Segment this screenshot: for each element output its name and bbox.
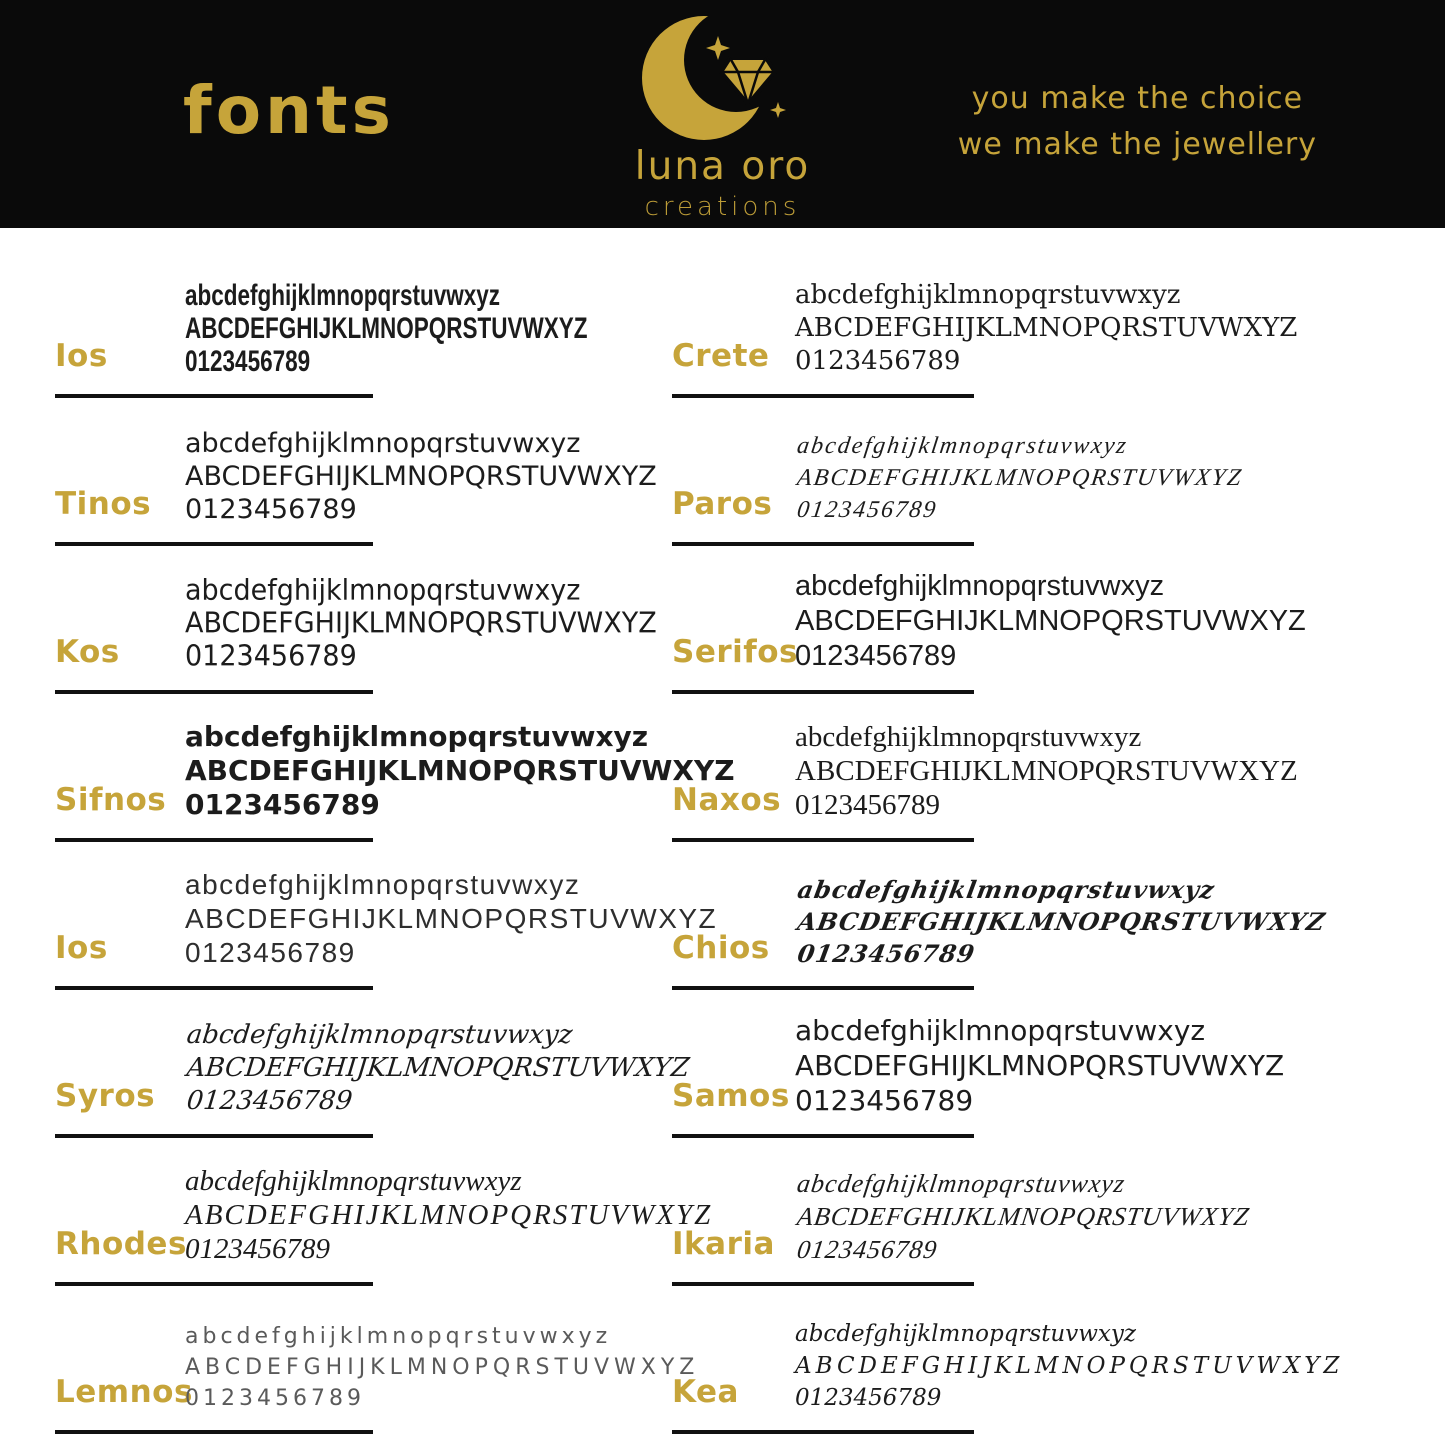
sample-uppercase: ABCDEFGHIJKLMNOPQRSTUVWXYZ: [185, 312, 588, 345]
font-sample: [185, 868, 717, 996]
sample-lowercase: abcdefghijklmnopqrstuvwxyz: [795, 570, 1165, 602]
font-row: [672, 552, 1435, 700]
sample-digits: 0123456789: [185, 1233, 330, 1265]
sample-uppercase: ABCDEFGHIJKLMNOPQRSTUVWXYZ: [795, 907, 1328, 936]
sample-uppercase: ABCDEFGHIJKLMNOPQRSTUVWXYZ: [185, 461, 657, 492]
row-underline: [672, 690, 974, 694]
font-row: [672, 1292, 1435, 1440]
row-underline: [55, 690, 373, 694]
page-title: fonts: [183, 72, 395, 149]
font-row: [55, 552, 672, 700]
sample-uppercase: ABCDEFGHIJKLMNOPQRSTUVWXYZ: [795, 755, 1298, 787]
brand-logo: [573, 10, 873, 222]
sample-lowercase: abcdefghijklmnopqrstuvwxyz: [185, 1165, 522, 1197]
sample-uppercase: ABCDEFGHIJKLMNOPQRSTUVWXYZ: [185, 1199, 713, 1231]
row-underline: [55, 1430, 373, 1434]
sample-digits: 0123456789: [185, 345, 311, 378]
sample-uppercase: ABCDEFGHIJKLMNOPQRSTUVWXYZ: [795, 1202, 1252, 1231]
header-banner: [0, 0, 1445, 228]
sample-uppercase: ABCDEFGHIJKLMNOPQRSTUVWXYZ: [185, 607, 657, 640]
row-underline: [55, 1282, 373, 1286]
sample-lowercase: abcdefghijklmnopqrstuvwxyz: [795, 280, 1181, 310]
row-underline: [55, 838, 373, 842]
font-name-label: Ios: [55, 930, 108, 966]
tagline-line-2: we make the jewellery: [957, 127, 1317, 162]
font-name-label: Samos: [672, 1078, 790, 1114]
row-underline: [55, 542, 373, 546]
font-name-label: Naxos: [672, 782, 782, 818]
sample-lowercase: abcdefghijklmnopqrstuvwxyz: [795, 433, 1130, 459]
sample-uppercase: ABCDEFGHIJKLMNOPQRSTUVWXYZ: [795, 313, 1298, 343]
font-name-label: Paros: [672, 486, 773, 522]
font-sample: [185, 720, 735, 848]
sample-lowercase: abcdefghijklmnopqrstuvwxyz: [795, 1014, 1206, 1047]
sample-digits: 0123456789: [795, 1235, 940, 1264]
row-underline: [672, 394, 974, 398]
font-name-label: Kea: [672, 1374, 739, 1410]
sample-digits: 0123456789: [185, 1386, 365, 1411]
sample-lowercase: abcdefghijklmnopqrstuvwxyz: [185, 279, 501, 312]
sample-digits: 0123456789: [795, 789, 940, 821]
sample-digits: 0123456789: [795, 1385, 942, 1411]
row-underline: [672, 1282, 974, 1286]
font-row: [55, 996, 691, 1144]
brand-tagline: [958, 76, 1317, 168]
font-sample: [795, 720, 1298, 848]
sample-lowercase: abcdefghijklmnopqrstuvwxyz: [795, 875, 1218, 904]
sample-digits: 0123456789: [185, 937, 356, 968]
logo-graphic: [638, 10, 808, 160]
sample-digits: 0123456789: [185, 640, 357, 673]
font-name-label: Chios: [672, 930, 770, 966]
font-name-label: Serifos: [672, 634, 799, 670]
font-name-label: Crete: [672, 338, 770, 374]
font-name-label: Ikaria: [672, 1226, 775, 1262]
font-row: [672, 700, 1435, 848]
font-sample: [185, 427, 657, 552]
row-underline: [55, 1134, 373, 1138]
sample-digits: 0123456789: [795, 1084, 974, 1117]
font-name-label: Syros: [55, 1078, 156, 1114]
font-list: [0, 228, 1445, 1440]
font-name-label: Ios: [55, 338, 108, 374]
sample-lowercase: abcdefghijklmnopqrstuvwxyz: [185, 428, 581, 459]
font-sample: [795, 1167, 1252, 1292]
crescent-moon-icon: [638, 10, 808, 160]
sample-lowercase: abcdefghijklmnopqrstuvwxyz: [185, 869, 581, 900]
sample-uppercase: ABCDEFGHIJKLMNOPQRSTUVWXYZ: [185, 1053, 691, 1083]
sample-lowercase: abcdefghijklmnopqrstuvwxyz: [185, 1324, 612, 1349]
sample-uppercase: ABCDEFGHIJKLMNOPQRSTUVWXYZ: [795, 1353, 1344, 1379]
font-row: [672, 256, 1435, 404]
font-sample: [185, 279, 722, 404]
sample-uppercase: ABCDEFGHIJKLMNOPQRSTUVWXYZ: [185, 903, 718, 934]
font-row: [55, 1292, 700, 1440]
font-name-label: Sifnos: [55, 782, 167, 818]
row-underline: [672, 838, 974, 842]
row-underline: [55, 394, 373, 398]
font-row: [55, 256, 672, 404]
font-sample: [795, 1318, 1343, 1440]
sample-digits: 0123456789: [185, 1086, 354, 1116]
brand-name: luna oro: [634, 144, 811, 189]
font-column-right: [672, 256, 1435, 1440]
font-sample: [795, 279, 1297, 404]
font-row: [55, 848, 718, 996]
tagline-line-1: you make the choice: [971, 81, 1304, 116]
font-row: [672, 848, 1435, 996]
sample-digits: 0123456789: [795, 346, 961, 376]
font-name-label: Rhodes: [55, 1226, 187, 1262]
font-row: [672, 404, 1435, 552]
font-sample: [185, 1321, 699, 1440]
sample-uppercase: ABCDEFGHIJKLMNOPQRSTUVWXYZ: [795, 605, 1306, 637]
brand-subtitle: creations: [644, 192, 801, 222]
font-name-label: Tinos: [55, 486, 152, 522]
font-row: [55, 1144, 713, 1292]
sample-lowercase: abcdefghijklmnopqrstuvwxyz: [185, 720, 649, 753]
row-underline: [55, 986, 373, 990]
sample-lowercase: abcdefghijklmnopqrstuvwxyz: [185, 1020, 574, 1050]
row-underline: [672, 986, 974, 990]
sample-uppercase: ABCDEFGHIJKLMNOPQRSTUVWXYZ: [795, 465, 1245, 491]
sample-digits: 0123456789: [795, 497, 940, 523]
sample-uppercase: ABCDEFGHIJKLMNOPQRSTUVWXYZ: [185, 1355, 700, 1380]
font-row: [672, 1144, 1435, 1292]
sample-digits: 0123456789: [795, 939, 978, 968]
sample-digits: 0123456789: [795, 640, 957, 672]
sample-uppercase: ABCDEFGHIJKLMNOPQRSTUVWXYZ: [795, 1049, 1285, 1082]
sample-lowercase: abcdefghijklmnopqrstuvwxyz: [185, 574, 581, 607]
row-underline: [672, 542, 974, 546]
font-name-label: Lemnos: [55, 1374, 193, 1410]
font-sample: [185, 575, 657, 700]
font-name-label: Kos: [55, 634, 120, 670]
font-sample: [795, 874, 1328, 996]
sample-lowercase: abcdefghijklmnopqrstuvwxyz: [795, 1321, 1137, 1347]
font-sample: [795, 569, 1306, 700]
sample-uppercase: ABCDEFGHIJKLMNOPQRSTUVWXYZ: [185, 754, 735, 787]
sample-lowercase: abcdefghijklmnopqrstuvwxyz: [795, 1169, 1128, 1198]
font-row: [672, 996, 1435, 1144]
font-sample: [185, 1019, 691, 1144]
font-sample: [795, 430, 1245, 552]
font-sample: [795, 1013, 1284, 1144]
sample-digits: 0123456789: [185, 494, 357, 525]
font-sample: [185, 1164, 712, 1292]
row-underline: [672, 1134, 974, 1138]
row-underline: [672, 1430, 974, 1434]
sample-digits: 0123456789: [185, 788, 380, 821]
sample-lowercase: abcdefghijklmnopqrstuvwxyz: [795, 721, 1142, 753]
font-row: [55, 404, 672, 552]
